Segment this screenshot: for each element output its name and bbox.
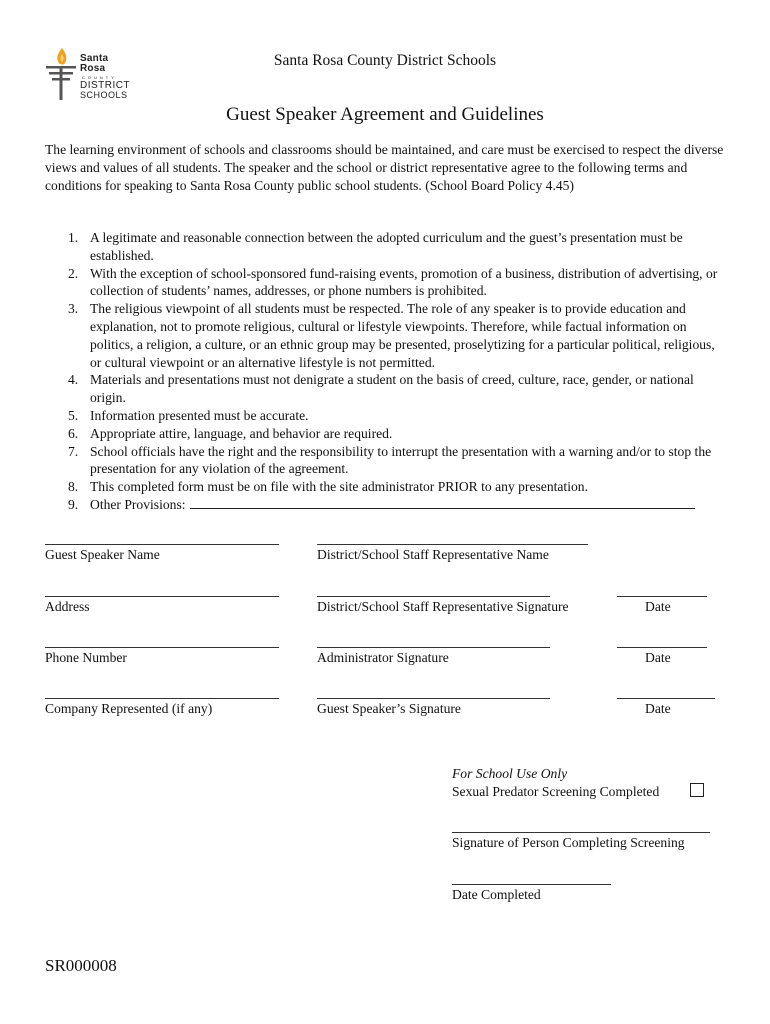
item-text: The religious viewpoint of all students must be respected. The role of any speaker is to provide education and explanation, not to promote religious, cultural or lifestyle viewpoints. Therefore, while factual information on politics, a religion, a culture, or an ethnic group may be presented, proselytizing for a particular political, religious, or cultural viewpoint or an alternative lifestyle is not permitted. xyxy=(90,301,715,370)
page-title: Guest Speaker Agreement and Guidelines xyxy=(226,104,544,125)
guest-speaker-name-label: Guest Speaker Name xyxy=(45,547,160,562)
screening-checkbox[interactable] xyxy=(690,783,704,797)
staff-rep-signature-field[interactable] xyxy=(317,596,550,597)
terms-list xyxy=(45,229,725,514)
school-use-heading: For School Use Only xyxy=(452,766,568,781)
list-item xyxy=(45,371,725,407)
address-field[interactable] xyxy=(45,596,279,597)
item-number: 1. xyxy=(68,230,79,245)
item-text: With the exception of school-sponsored fund-raising events, promotion of a business, distribution of advertising, or collection of students’ names, addresses, or phone numbers is prohibited. xyxy=(90,265,718,299)
item-text: Materials and presentations must not denigrate a student on the basis of creed, culture, race, gender, or national origin. xyxy=(90,372,694,406)
date-label: Date xyxy=(645,599,671,614)
phone-number-field[interactable] xyxy=(45,647,279,648)
administrator-signature-field[interactable] xyxy=(317,647,550,648)
logo-line-2: COUNTY xyxy=(82,75,117,80)
company-represented-field[interactable] xyxy=(45,698,279,699)
item-text: This completed form must be on file with the site administrator PRIOR to any presentation. xyxy=(90,479,588,495)
staff-rep-name-label: District/School Staff Representative Name xyxy=(317,547,549,562)
phone-number-label: Phone Number xyxy=(45,650,127,665)
list-item xyxy=(45,425,725,443)
form-number: SR000008 xyxy=(45,956,117,975)
date-label: Date xyxy=(645,650,671,665)
item-number: 2. xyxy=(68,265,79,281)
item-number: 6. xyxy=(68,425,79,441)
staff-rep-signature-label: District/School Staff Representative Signature xyxy=(317,599,569,614)
item-text: Other Provisions: xyxy=(90,496,186,512)
item-number: 8. xyxy=(68,479,79,495)
staff-rep-name-field[interactable] xyxy=(317,544,588,545)
list-item xyxy=(45,300,725,371)
date-completed-field[interactable] xyxy=(452,884,611,885)
logo-line-4: SCHOOLS xyxy=(80,90,128,100)
item-text: Information presented must be accurate. xyxy=(90,407,309,423)
item-number: 7. xyxy=(68,443,79,459)
address-label: Address xyxy=(45,599,90,614)
item-text: School officials have the right and the responsibility to interrupt the presentation with a warning and/or to stop the presentation for any violation of the agreement. xyxy=(90,443,712,477)
screening-label: Sexual Predator Screening Completed xyxy=(452,784,660,799)
guest-speaker-signature-field[interactable] xyxy=(317,698,550,699)
item-text: Appropriate attire, language, and behavior are required. xyxy=(90,425,393,441)
list-item xyxy=(45,407,725,425)
list-item xyxy=(45,443,725,479)
logo-line-1: Santa Rosa xyxy=(80,53,109,74)
item-number: 5. xyxy=(68,407,79,423)
list-item xyxy=(45,496,725,514)
list-item xyxy=(45,478,725,496)
guest-speaker-name-field[interactable] xyxy=(45,544,279,545)
organization-header: Santa Rosa County District Schools xyxy=(273,52,497,69)
logo-line-3: DISTRICT xyxy=(80,80,131,91)
date-field[interactable] xyxy=(617,596,707,597)
item-number: 3. xyxy=(68,301,79,317)
company-represented-label: Company Represented (if any) xyxy=(45,701,213,716)
screening-signature-field[interactable] xyxy=(452,832,710,833)
item-number: 9. xyxy=(68,496,79,512)
other-provisions-field[interactable] xyxy=(190,497,695,509)
screening-signature-label: Signature of Person Completing Screening xyxy=(452,835,685,850)
item-number: 4. xyxy=(68,372,79,388)
list-item xyxy=(45,229,725,265)
guest-speaker-signature-label: Guest Speaker’s Signature xyxy=(317,701,461,716)
list-item xyxy=(45,265,725,301)
intro-paragraph: The learning environment of schools and classrooms should be maintained, and care must be exercised to respect the diverse views and values of all students. The speaker and the school or district representative agree to the following terms and conditions for speaking to Santa Rosa County public school students. (School Board Policy 4.45) xyxy=(45,142,724,193)
date-completed-label: Date Completed xyxy=(452,887,541,902)
administrator-signature-label: Administrator Signature xyxy=(317,650,449,665)
date-field[interactable] xyxy=(617,647,707,648)
item-text: A legitimate and reasonable connection between the adopted curriculum and the guest’s presentation must be established. xyxy=(90,230,683,263)
date-label: Date xyxy=(645,701,671,716)
date-field[interactable] xyxy=(617,698,715,699)
